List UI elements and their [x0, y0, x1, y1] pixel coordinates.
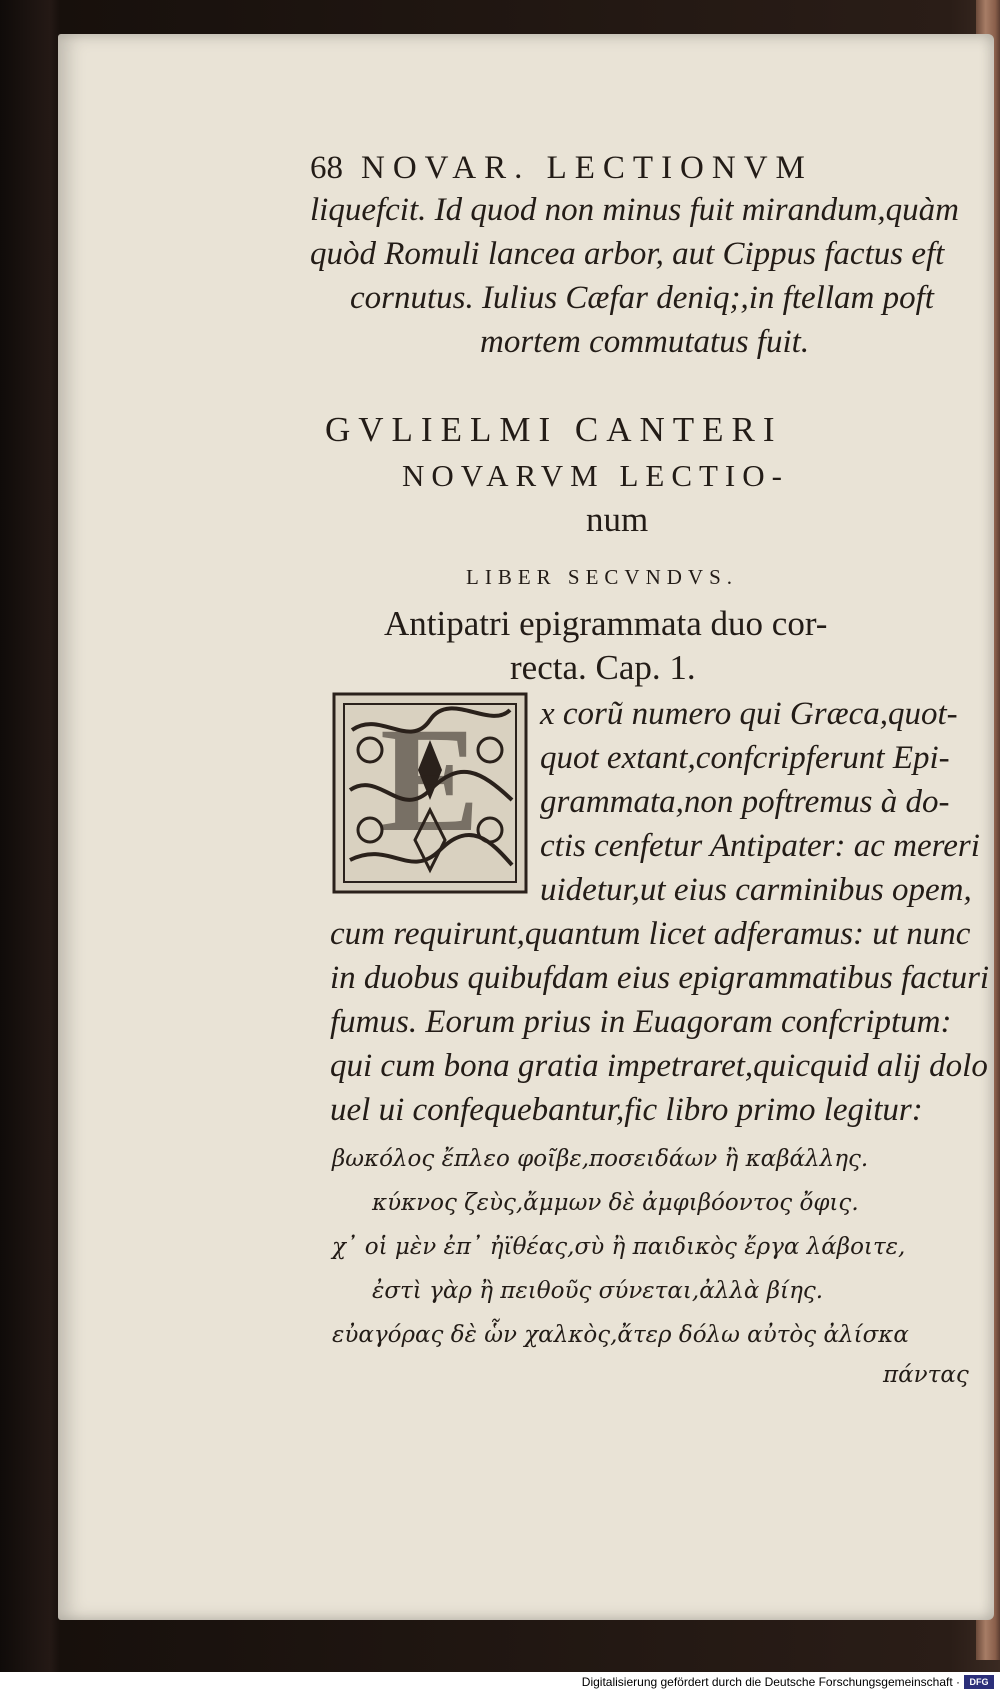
book-title-line: NOVARVM LECTIO- — [402, 458, 789, 493]
footer-credit: Digitalisierung gefördert durch die Deutsche Forschungsgemeinschaft · — [581, 1675, 960, 1689]
text-line: fumus. Eorum prius in Euagoram confcriptum: — [330, 1004, 952, 1040]
dfg-logo: DFG — [964, 1675, 994, 1689]
text-line: uidetur,ut eius carminibus opem, — [540, 872, 972, 908]
text-line: cornutus. Iulius Cæfar deniq;,in ftellam poft — [350, 280, 934, 316]
text-line: qui cum bona gratia impetraret,quicquid alij dolo — [330, 1048, 988, 1084]
greek-verse: κύκνος ζεὺς,ἄμμων δὲ ἀμφιβόοντος ὄφις. — [372, 1190, 859, 1216]
chapter-title: recta. Cap. 1. — [510, 648, 696, 687]
text-line: x corũ numero qui Græca,quot- — [540, 696, 958, 732]
running-title: NOVAR. LECTIONVM — [361, 150, 813, 186]
text-line: in duobus quibufdam eius epigrammatibus facturi — [330, 960, 990, 996]
text-line: quòd Romuli lancea arbor, aut Cippus factus eft — [310, 236, 945, 272]
greek-verse: χ᾽ οἱ μὲν ἐπ᾽ ἠϊθέας,σὺ ἢ παιδικὸς ἔργα λάβοιτε, — [332, 1234, 906, 1260]
text-line: grammata,non poftremus à do- — [540, 784, 950, 820]
text-line: ctis cenfetur Antipater: ac mereri — [540, 828, 980, 864]
text-line: cum requirunt,quantum licet adferamus: ut nunc — [330, 916, 971, 952]
book-title-line: num — [586, 500, 649, 539]
author-heading: GVLIELMI CANTERI — [325, 410, 783, 449]
liber-heading: LIBER SECVNDVS. — [466, 565, 739, 589]
initial-letter: E — [379, 697, 481, 863]
text-line: mortem commutatus fuit. — [480, 324, 810, 360]
greek-verse: πάντας — [883, 1362, 969, 1388]
text-line: quot extant,confcripferunt Epi- — [540, 740, 950, 776]
greek-verse: βωκόλος ἔπλεο φοῖβε,ποσειδάων ἢ καβάλλης. — [332, 1146, 869, 1172]
decorated-initial-e — [330, 690, 530, 896]
text-line: uel ui confequebantur,fic libro primo legitur: — [330, 1092, 923, 1128]
greek-verse: εὐαγόρας δὲ ὧν χαλκὸς,ἄτερ δόλω αὐτὸς ἀλίσκα — [332, 1322, 909, 1348]
text-line: liquefcit. Id quod non minus fuit mirandum,quàm — [310, 192, 959, 228]
chapter-title: Antipatri epigrammata duo cor- — [384, 604, 828, 643]
greek-verse: ἐστὶ γὰρ ἢ πειθοῦς σύνεται,ἀλλὰ βίης. — [372, 1278, 824, 1304]
page-number: 68 — [310, 150, 343, 186]
running-head — [310, 150, 900, 187]
